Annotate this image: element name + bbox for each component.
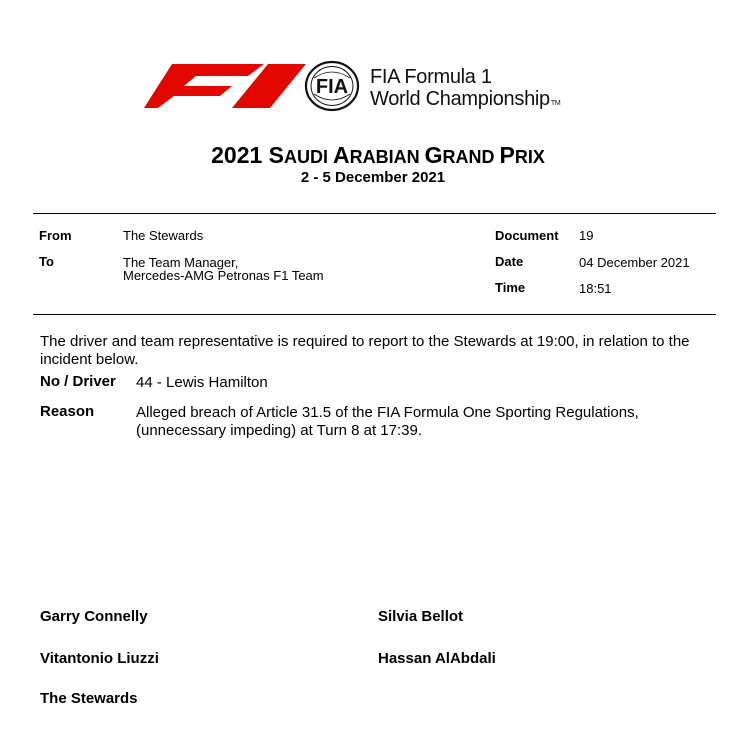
reason-value: Alleged breach of Article 31.5 of the FIA Formula One Sporting Regulations, (unnecessary impeding) at Turn 8 at 17:39. [136,404,639,439]
summons-text: The driver and team representative is required to report to the Stewards at 19:00, in relation to the incident below. [40,333,690,368]
document-value: 19 [579,228,594,243]
from-value: The Stewards [123,228,204,243]
event-title-part: RAND [442,147,500,167]
to-value-line-1: The Team Manager, [123,255,239,270]
steward-signature-3: Vitantonio Liuzzi [40,650,159,667]
f1-logo-icon [144,64,306,108]
to-value-line-2: Mercedes-AMG Petronas F1 Team [123,268,324,283]
event-title-part: A [333,142,350,168]
championship-wordmark [370,66,560,115]
event-dates: 2 - 5 December 2021 [300,169,446,186]
header-bottom-rule [33,314,716,315]
driver-value: 44 - Lewis Hamilton [136,374,268,391]
time-label: Time [495,280,526,295]
to-label: To [39,254,54,269]
event-title-part: G [424,142,443,168]
time-value: 18:51 [579,281,612,296]
fia-seal-icon [304,60,360,112]
driver-label: No / Driver [40,373,116,390]
event-title-part: RIX [514,147,545,167]
header-top-rule [33,213,716,214]
wordmark-line-1: FIA Formula 1 [370,66,492,88]
steward-signature-1: Garry Connelly [40,608,148,625]
event-title-part: AUDI [284,147,334,167]
stewards-footer: The Stewards [40,690,138,707]
event-title-part: 2021 S [211,142,285,168]
event-title [0,141,756,171]
date-label: Date [495,254,524,269]
f1-championship-logo [144,60,624,112]
steward-signature-2: Silvia Bellot [378,608,464,625]
event-title-part: RABIAN [349,147,425,167]
reason-label: Reason [40,403,95,420]
steward-signature-4: Hassan AlAbdali [378,650,496,667]
document-label: Document [495,228,559,243]
wordmark-line-2: World ChampionshipTM [370,88,561,110]
svg-text:FIA: FIA [315,76,349,98]
date-value: 04 December 2021 [579,255,690,270]
trademark-mark: TM [550,100,561,107]
from-label: From [39,228,72,243]
event-title-part: P [499,142,515,168]
